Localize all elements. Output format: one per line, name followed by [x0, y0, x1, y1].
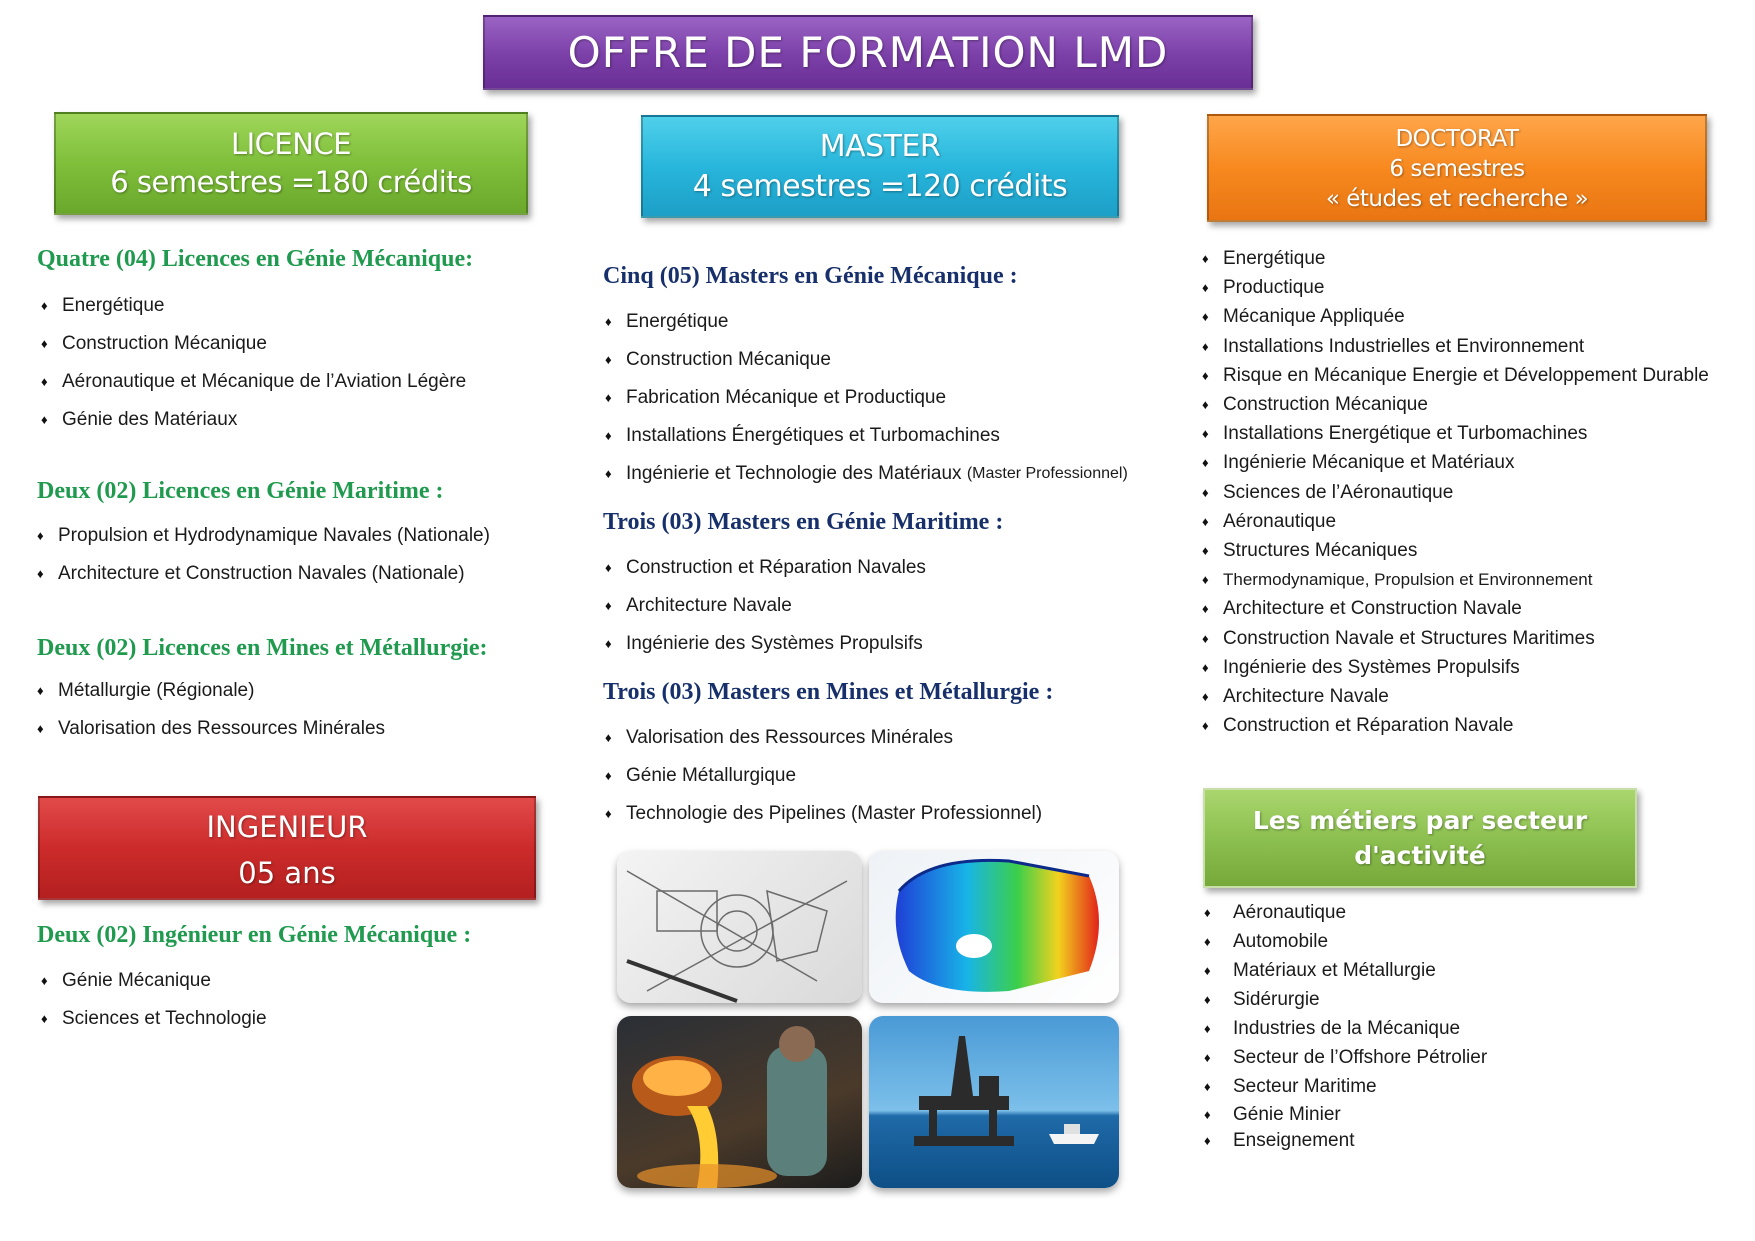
list-item: ♦ Structures Mécaniques: [1202, 536, 1709, 565]
list-item: ♦ Ingénierie des Systèmes Propulsifs: [1202, 653, 1709, 682]
ingenieur-duration: 05 ans: [238, 856, 336, 890]
diamond-bullet-icon: ♦: [41, 374, 48, 389]
ingenieur-banner: [38, 796, 536, 900]
diamond-bullet-icon: ♦: [41, 412, 48, 427]
list-item: ♦ Génie Mécanique: [41, 962, 267, 1000]
list-item: ♦ Sciences de l’Aéronautique: [1202, 478, 1709, 507]
diamond-bullet-icon: ♦: [605, 806, 612, 821]
diamond-bullet-icon: ♦: [1202, 367, 1209, 383]
diamond-bullet-icon: ♦: [605, 636, 612, 651]
diamond-bullet-icon: ♦: [1202, 455, 1209, 471]
list-item: ♦ Construction et Réparation Navales: [605, 549, 926, 587]
diamond-bullet-icon: ♦: [37, 683, 44, 698]
list-item: ♦ Risque en Mécanique Energie et Développement Durable: [1202, 361, 1709, 390]
list-item: ♦ Génie des Matériaux: [41, 401, 466, 439]
list-item: ♦ Installations Énergétiques et Turbomachines: [605, 417, 1128, 455]
diamond-bullet-icon: ♦: [37, 721, 44, 736]
list-item: ♦ Construction Mécanique: [1202, 390, 1709, 419]
doctorat-banner: [1207, 114, 1707, 222]
list-item: ♦ Construction et Réparation Navale: [1202, 711, 1709, 740]
diamond-bullet-icon: ♦: [1202, 543, 1209, 559]
fea-simulation-photo: [869, 851, 1119, 1003]
diamond-bullet-icon: ♦: [1202, 659, 1209, 675]
list-item: ♦ Aéronautique et Mécanique de l’Aviation Légère: [41, 363, 466, 401]
diamond-bullet-icon: ♦: [37, 528, 44, 543]
licence-banner: [54, 112, 528, 215]
master-maritime-heading: Trois (03) Masters en Génie Maritime :: [603, 509, 1004, 535]
list-item: ♦ Aéronautique: [1202, 507, 1709, 536]
title-banner: [483, 15, 1253, 90]
master-mecanique-heading: Cinq (05) Masters en Génie Mécanique :: [603, 263, 1018, 289]
list-item: ♦ Architecture et Construction Navale: [1202, 594, 1709, 623]
diamond-bullet-icon: ♦: [605, 466, 612, 481]
diamond-bullet-icon: ♦: [605, 560, 612, 575]
diamond-bullet-icon: ♦: [1204, 963, 1211, 978]
list-item: ♦ Valorisation des Ressources Minérales: [37, 710, 385, 748]
diamond-bullet-icon: ♦: [1202, 689, 1209, 705]
list-item: ♦ Valorisation des Ressources Minérales: [605, 719, 1042, 757]
diamond-bullet-icon: ♦: [1202, 426, 1209, 442]
metiers-banner: [1203, 788, 1637, 888]
master-duration: 4 semestres =120 crédits: [692, 169, 1068, 204]
diamond-bullet-icon: ♦: [41, 336, 48, 351]
list-item: ♦ Matériaux et Métallurgie: [1204, 956, 1487, 985]
licence-title: LICENCE: [230, 127, 352, 161]
list-item: ♦ Installations Energétique et Turbomachines: [1202, 419, 1709, 448]
licence-maritime-heading: Deux (02) Licences en Génie Maritime :: [37, 478, 444, 504]
doctorat-list: [1202, 244, 1709, 740]
list-item: ♦ Fabrication Mécanique et Productique: [605, 379, 1128, 417]
technical-drawing-photo: [617, 851, 862, 1003]
diamond-bullet-icon: ♦: [1204, 992, 1211, 1007]
master-banner: [641, 115, 1119, 218]
licence-mecanique-heading: Quatre (04) Licences en Génie Mécanique:: [37, 246, 474, 272]
diamond-bullet-icon: ♦: [605, 730, 612, 745]
diamond-bullet-icon: ♦: [1202, 251, 1209, 266]
diamond-bullet-icon: ♦: [1204, 934, 1211, 949]
diamond-bullet-icon: ♦: [41, 973, 48, 988]
list-item: ♦ Secteur Maritime: [1204, 1072, 1487, 1101]
list-item: ♦ Construction Navale et Structures Maritimes: [1202, 624, 1709, 653]
list-item: ♦ Propulsion et Hydrodynamique Navales (Nationale): [37, 517, 490, 555]
diamond-bullet-icon: ♦: [605, 768, 612, 783]
diamond-bullet-icon: ♦: [1202, 513, 1209, 529]
foundry-photo: [617, 1016, 862, 1188]
list-item: ♦ Aéronautique: [1204, 898, 1487, 927]
master-maritime-list: [605, 549, 926, 663]
doctorat-duration: 6 semestres: [1389, 156, 1525, 182]
list-item: ♦ Métallurgie (Régionale): [37, 672, 385, 710]
list-item: ♦ Ingénierie et Technologie des Matériaux (Master Professionnel): [605, 455, 1128, 493]
diamond-bullet-icon: ♦: [605, 314, 612, 329]
diamond-bullet-icon: ♦: [1204, 1079, 1211, 1094]
list-item: ♦ Construction Mécanique: [41, 325, 466, 363]
diamond-bullet-icon: ♦: [41, 298, 48, 313]
master-professionnel-note: (Master Professionnel): [966, 465, 1128, 482]
diamond-bullet-icon: ♦: [605, 390, 612, 405]
list-item: ♦ Automobile: [1204, 927, 1487, 956]
diamond-bullet-icon: ♦: [37, 566, 44, 581]
list-item: ♦ Energétique: [41, 287, 466, 325]
list-item: ♦ Génie Métallurgique: [605, 757, 1042, 795]
list-item: ♦ Ingénierie Mécanique et Matériaux: [1202, 448, 1709, 477]
doctorat-title: DOCTORAT: [1395, 126, 1519, 152]
master-mines-list: [605, 719, 1042, 833]
list-item: ♦ Installations Industrielles et Environnement: [1202, 332, 1709, 361]
licence-mecanique-list: [41, 287, 466, 439]
diamond-bullet-icon: ♦: [1202, 630, 1209, 646]
list-item: ♦ Architecture Navale: [605, 587, 926, 625]
diamond-bullet-icon: ♦: [1204, 1021, 1211, 1036]
list-item: ♦ Industries de la Mécanique: [1204, 1014, 1487, 1043]
offshore-rig-photo: [869, 1016, 1119, 1188]
master-mines-heading: Trois (03) Masters en Mines et Métallurgie :: [603, 679, 1054, 705]
list-item: ♦ Productique: [1202, 273, 1709, 302]
metiers-title-line1: Les métiers par secteur: [1252, 806, 1588, 835]
list-item: ♦ Enseignement: [1204, 1130, 1355, 1151]
list-item: ♦ Energétique: [605, 303, 1128, 341]
diamond-bullet-icon: ♦: [1202, 484, 1209, 500]
list-item: ♦ Architecture et Construction Navales (Nationale): [37, 555, 490, 593]
licence-mines-heading: Deux (02) Licences en Mines et Métallurgie:: [37, 635, 488, 661]
list-item: ♦ Thermodynamique, Propulsion et Environnement: [1202, 565, 1709, 594]
list-item: ♦ Architecture Navale: [1202, 682, 1709, 711]
list-item: ♦ Sidérurgie: [1204, 985, 1487, 1014]
diamond-bullet-icon: ♦: [1202, 601, 1209, 617]
photo-collage: [617, 851, 1119, 1194]
diamond-bullet-icon: ♦: [605, 598, 612, 613]
diamond-bullet-icon: ♦: [605, 428, 612, 443]
diamond-bullet-icon: ♦: [1202, 309, 1209, 325]
diamond-bullet-icon: ♦: [1202, 280, 1209, 296]
diamond-bullet-icon: ♦: [1202, 397, 1209, 413]
ingenieur-heading: Deux (02) Ingénieur en Génie Mécanique :: [37, 922, 472, 948]
licence-mines-list: [37, 672, 385, 748]
list-item: ♦ Energétique: [1202, 244, 1709, 273]
list-item: ♦ Secteur de l’Offshore Pétrolier: [1204, 1043, 1487, 1072]
licence-maritime-list: [37, 517, 490, 593]
metiers-title-line2: d'activité: [1354, 841, 1486, 870]
diamond-bullet-icon: ♦: [1204, 1133, 1211, 1148]
diamond-bullet-icon: ♦: [1202, 338, 1209, 354]
licence-duration: 6 semestres =180 crédits: [110, 165, 472, 199]
diamond-bullet-icon: ♦: [605, 352, 612, 367]
ingenieur-title: INGENIEUR: [206, 810, 368, 844]
diamond-bullet-icon: ♦: [41, 1011, 48, 1026]
list-item: ♦ Technologie des Pipelines (Master Professionnel): [605, 795, 1042, 833]
list-item: ♦ Génie Minier: [1204, 1101, 1487, 1128]
list-item: ♦ Construction Mécanique: [605, 341, 1128, 379]
diamond-bullet-icon: ♦: [1204, 1050, 1211, 1065]
master-title: MASTER: [819, 129, 941, 164]
doctorat-subtitle: « études et recherche »: [1325, 186, 1589, 212]
metiers-list: [1204, 898, 1487, 1153]
diamond-bullet-icon: ♦: [1204, 1107, 1211, 1122]
page-title: OFFRE DE FORMATION LMD: [567, 28, 1169, 77]
diamond-bullet-icon: ♦: [1204, 905, 1211, 920]
list-item: ♦ Mécanique Appliquée: [1202, 302, 1709, 331]
diamond-bullet-icon: ♦: [1202, 572, 1209, 588]
ingenieur-list: [41, 962, 267, 1038]
list-item: ♦ Ingénierie des Systèmes Propulsifs: [605, 625, 926, 663]
master-mecanique-list: [605, 303, 1128, 493]
diamond-bullet-icon: ♦: [1202, 718, 1209, 734]
list-item: ♦ Sciences et Technologie: [41, 1000, 267, 1038]
